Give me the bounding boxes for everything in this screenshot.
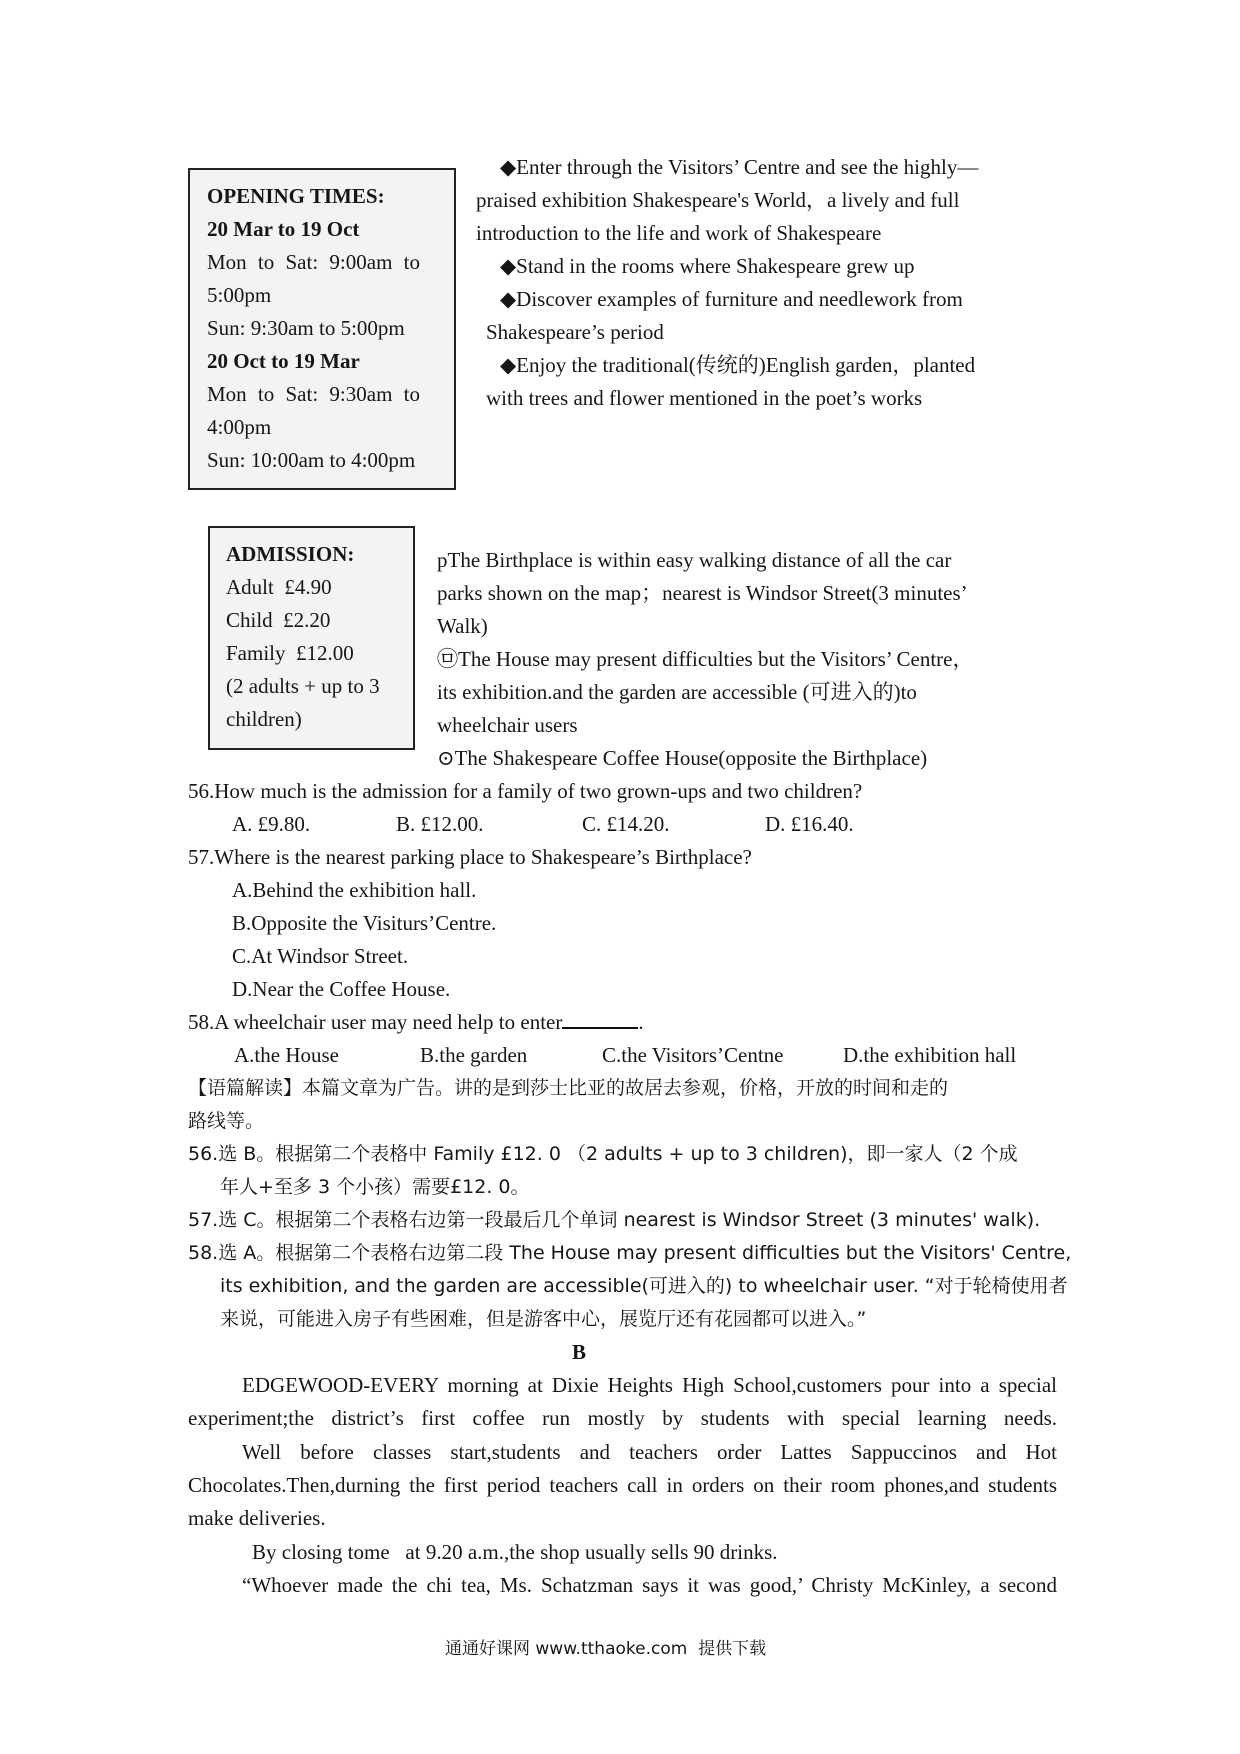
option-d: D. £16.40. — [765, 812, 854, 836]
summer-weekday-hours-end: 5:00pm — [207, 283, 272, 307]
answer-57: 57.选 C。根据第二个表格右边第一段最后几个单词 nearest is Windsor Street (3 minutes' walk). — [188, 1209, 1041, 1231]
child-price: Child £2.20 — [226, 608, 331, 632]
summer-sunday-hours: Sun: 9:30am to 5:00pm — [207, 316, 405, 340]
access-line: pThe Birthplace is within easy walking distance of all the car — [437, 548, 952, 572]
feature-line: introduction to the life and work of Shakespeare — [476, 221, 882, 245]
paragraph-line: Chocolates.Then,durning the first period teachers call in orders on their room phones,and students — [188, 1473, 1057, 1497]
winter-weekday-hours-end: 4:00pm — [207, 415, 272, 439]
section-label: B — [572, 1340, 587, 1364]
opening-times-box — [188, 168, 456, 490]
analysis-intro-end: 路线等。 — [188, 1110, 265, 1132]
answer-blank — [562, 1009, 638, 1029]
option-a: A.Behind the exhibition hall. — [232, 878, 477, 902]
question-stem: 56.How much is the admission for a family of two grown-ups and two children? — [188, 779, 863, 803]
option-c: C.the Visitors’Centne — [602, 1043, 784, 1067]
option-c: C.At Windsor Street. — [232, 944, 409, 968]
option-a: A. £9.80. — [232, 812, 311, 836]
summer-weekday-hours: Mon to Sat: 9:00am to — [207, 250, 420, 274]
paragraph-line: EDGEWOOD-EVERY morning at Dixie Heights High School,customers pour into a special — [242, 1373, 1057, 1397]
paragraph-line: By closing tome at 9.20 a.m.,the shop usually sells 90 drinks. — [252, 1540, 778, 1564]
analysis-intro: 【语篇解读】本篇文章为广告。讲的是到莎士比亚的故居去参观，价格，开放的时间和走的 — [188, 1077, 949, 1099]
option-a: A.the House — [234, 1043, 339, 1067]
footer-watermark: 通通好课网 www.tthaoke.com 提供下载 — [445, 1639, 767, 1659]
option-b: B.the garden — [420, 1043, 528, 1067]
paragraph-line: experiment;the district’s first coffee run mostly by students with special learning needs. — [188, 1406, 1057, 1430]
feature-line: ◆Stand in the rooms where Shakespeare grew up — [500, 254, 915, 278]
access-line: wheelchair users — [437, 713, 578, 737]
opening-period-winter: 20 Oct to 19 Mar — [207, 349, 360, 373]
family-price: Family £12.00 — [226, 641, 354, 665]
feature-line: ◆Discover examples of furniture and needlework from — [500, 287, 963, 311]
answer-56: 56.选 B。根据第二个表格中 Family £12. 0 （2 adults + up to 3 children)，即一家人（2 个成 — [188, 1143, 1018, 1165]
access-line: parks shown on the map；nearest is Windsor Street(3 minutes’ — [437, 581, 968, 605]
paragraph-line: Well before classes start,students and teachers order Lattes Sappuccinos and Hot — [242, 1440, 1057, 1464]
answer-58-cont: its exhibition, and the garden are accessible(可进入的) to wheelchair user. “对于轮椅使用者 — [220, 1275, 1068, 1297]
adult-price: Adult £4.90 — [226, 575, 332, 599]
access-line: ⊙The Shakespeare Coffee House(opposite the Birthplace) — [437, 746, 928, 770]
family-note-end: children) — [226, 707, 302, 731]
opening-period-summer: 20 Mar to 19 Oct — [207, 217, 360, 241]
option-b: B.Opposite the Visiturs’Centre. — [232, 911, 497, 935]
feature-line: ◆Enjoy the traditional(传统的)English garden，planted — [500, 353, 976, 377]
paragraph-line: “Whoever made the chi tea, Ms. Schatzman says it was good,’ Christy McKinley, a second — [242, 1573, 1057, 1597]
opening-times-heading: OPENING TIMES: — [207, 184, 385, 208]
feature-line: with trees and flower mentioned in the poet’s works — [486, 386, 923, 410]
feature-line: praised exhibition Shakespeare's World，a lively and full — [476, 188, 960, 212]
winter-weekday-hours: Mon to Sat: 9:30am to — [207, 382, 420, 406]
question-stem-text: 58.A wheelchair user may need help to enter — [188, 1010, 563, 1034]
admission-heading: ADMISSION: — [226, 542, 355, 566]
option-b: B. £12.00. — [396, 812, 484, 836]
answer-58-translation: 来说，可能进入房子有些困难，但是游客中心，展览厅还有花园都可以进入。” — [220, 1308, 867, 1330]
family-note: (2 adults + up to 3 — [226, 674, 380, 698]
option-d: D.Near the Coffee House. — [232, 977, 451, 1001]
admission-box — [208, 526, 415, 750]
question-stem-end: . — [638, 1010, 644, 1034]
option-c: C. £14.20. — [582, 812, 670, 836]
feature-line: ◆Enter through the Visitors’ Centre and see the highly— — [500, 155, 979, 179]
answer-56-cont: 年人+至多 3 个小孩）需要£12. 0。 — [220, 1176, 530, 1198]
question-stem — [188, 1006, 644, 1039]
feature-line: Shakespeare’s period — [486, 320, 664, 344]
answer-58: 58.选 A。根据第二个表格右边第二段 The House may present difficulties but the Visitors' Centre, — [188, 1242, 1072, 1264]
winter-sunday-hours: Sun: 10:00am to 4:00pm — [207, 448, 416, 472]
question-stem: 57.Where is the nearest parking place to Shakespeare’s Birthplace? — [188, 845, 752, 869]
option-d: D.the exhibition hall — [843, 1043, 1017, 1067]
access-line: Walk) — [437, 614, 488, 638]
access-line: ㉤The House may present difficulties but the Visitors’ Centre， — [437, 647, 974, 671]
access-line: its exhibition.and the garden are accessible (可进入的)to — [437, 680, 917, 704]
paragraph-line: make deliveries. — [188, 1506, 326, 1530]
